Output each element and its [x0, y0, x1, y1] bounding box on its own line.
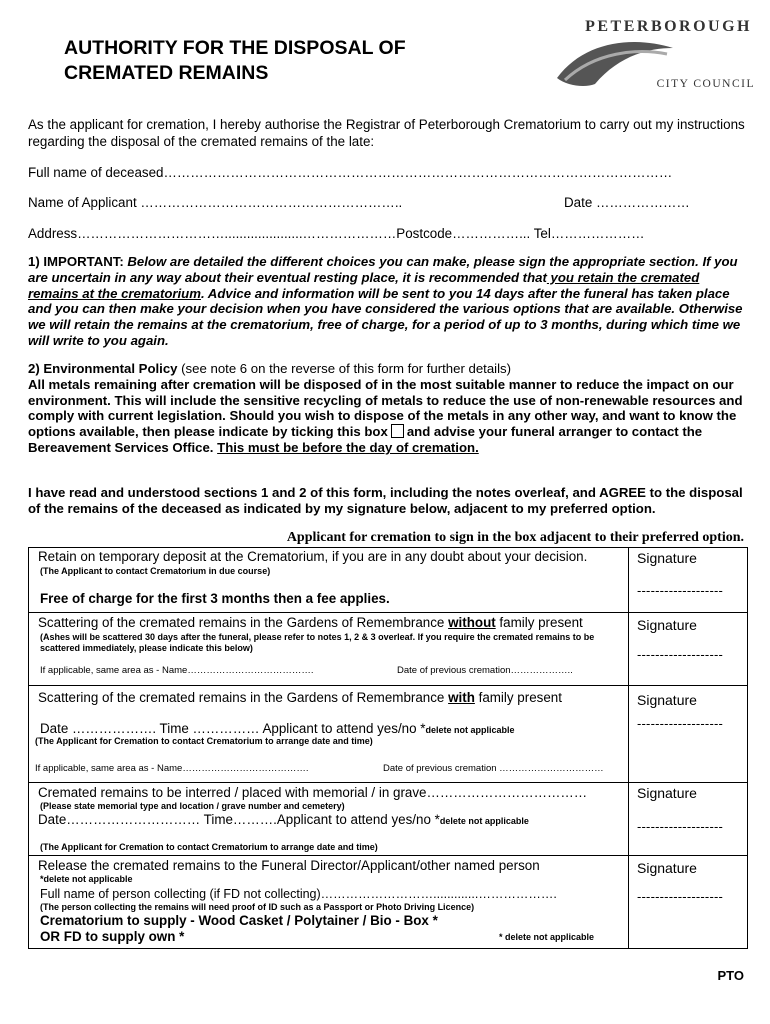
person-collecting-field[interactable]: Full name of person collecting (if FD not collecting)……………………….............………………. — [40, 887, 557, 901]
option-row-retain — [29, 548, 748, 613]
page-title — [64, 36, 504, 86]
important-lead: 1) IMPORTANT: — [28, 254, 128, 269]
signature-line: ------------------- — [637, 647, 724, 662]
previous-cremation-date-field[interactable]: Date of previous cremation……………….. — [397, 665, 573, 676]
agreement-text: I have read and understood sections 1 and 2 of this form, including the notes overleaf, and AGREE to the disposal of the remains of the deceased as indicated by my signature below, adjacent to my preferred option. — [28, 485, 743, 516]
option-retain-fee: Free of charge for the first 3 months then a fee applies. — [40, 591, 390, 606]
option-interred-date[interactable]: Date………………………… Time……….Applicant to attend yes/no *delete not applicable — [38, 812, 529, 827]
option-release-delete-2: * delete not applicable — [499, 932, 595, 942]
sign-instruction: Applicant for cremation to sign in the box adjacent to their preferred option. — [286, 530, 744, 545]
option-release-delete: *delete not applicable — [40, 874, 133, 884]
address-field[interactable]: Address…………………………….....................…………………Postcode……………... Tel………………… — [28, 226, 645, 241]
logo-wordmark-bottom: CITY COUNCIL — [656, 78, 755, 90]
signature-box-interred[interactable] — [629, 783, 748, 856]
env-heading: 2) Environmental Policy — [28, 361, 178, 376]
logo-wordmark-top: PETERBOROUGH — [585, 18, 752, 35]
important-text-3: . Advice and information will be sent to you 14 days after the funeral has taken place and you can then make your decision when you have considered the various options that are available. Otherwise we will retain the remains at the crematorium, free of charge, for a period of up to 3 months, during which time we will write to you again. — [28, 285, 743, 348]
option-scatter-without-text: Scattering of the cremated remains in the Gardens of Remembrance without family present — [38, 615, 583, 630]
signature-box-scatter-without[interactable] — [629, 613, 748, 686]
option-release-supply-2: OR FD to supply own * — [40, 929, 185, 944]
important-text-1: Below are detailed the different choices you can make, please sign the appropriate section. If you are uncertain in any way about their eventual resting place, it is recommended that — [28, 254, 738, 285]
title-line-2: CREMATED REMAINS — [64, 62, 269, 84]
important-section — [28, 254, 744, 349]
signature-box-scatter-with[interactable] — [629, 686, 748, 783]
signature-label: Signature — [637, 617, 697, 633]
option-retain-text: Retain on temporary deposit at the Crematorium, if you are in any doubt about your decision. — [38, 549, 588, 564]
title-line-1: AUTHORITY FOR THE DISPOSAL OF — [64, 37, 406, 59]
env-body-2: and advise your funeral arranger to contact the Bereavement Services Office. — [28, 424, 703, 455]
council-logo — [555, 18, 755, 98]
signature-line: ------------------- — [637, 716, 724, 731]
options-table — [28, 547, 748, 949]
option-row-release — [29, 856, 748, 949]
signature-box-release[interactable] — [629, 856, 748, 949]
intro-text: As the applicant for cremation, I hereby authorise the Registrar of Peterborough Crematorium to carry out my instructions regarding the disposal of the cremated remains of the late: — [28, 117, 745, 149]
date-field[interactable]: Date ………………… — [564, 195, 690, 210]
previous-cremation-date-field[interactable]: Date of previous cremation …………………………… — [383, 763, 604, 774]
deceased-name-field[interactable]: Full name of deceased…………………………………………………………………………………………………… — [28, 165, 673, 180]
option-interred-text: Cremated remains to be interred / placed with memorial / in grave……………………………… — [38, 785, 588, 800]
pto-label: PTO — [717, 968, 744, 983]
option-row-scatter-with — [29, 686, 748, 783]
env-body: All metals remaining after cremation will be disposed of in the most suitable manner to reduce the impact on our environment. This will include the sensitive recycling of metals to reduce the use of non-renewable resources and comply with current legislation. Should you wish to dispose of the metals in any other way, and want to know the options available, then please indicate by ticking this box — [28, 376, 743, 440]
important-text-2: you retain the cremated remains at the crematorium — [28, 269, 700, 301]
option-release-note: (The person collecting the remains will need proof of ID such as a Passport or Photo Driving Licence) — [40, 902, 475, 912]
signature-label: Signature — [637, 785, 697, 801]
option-row-interred — [29, 783, 748, 856]
option-release-text: Release the cremated remains to the Funeral Director/Applicant/other named person — [38, 858, 540, 873]
option-scatter-with-note: (The Applicant for Cremation to contact Crematorium to arrange date and time) — [35, 736, 373, 746]
applicant-name-field[interactable]: Name of Applicant ………………………………………………….. — [28, 195, 403, 210]
signature-box-retain[interactable] — [629, 548, 748, 613]
signature-line: ------------------- — [637, 583, 724, 598]
signature-line: ------------------- — [637, 889, 724, 904]
same-area-name-field[interactable]: If applicable, same area as - Name…………………………………. — [40, 665, 314, 676]
environmental-policy-section — [28, 361, 744, 456]
option-scatter-with-text: Scattering of the cremated remains in the Gardens of Remembrance with family present — [38, 690, 562, 705]
metals-tick-box[interactable] — [391, 424, 404, 438]
option-row-scatter-without — [29, 613, 748, 686]
option-scatter-with-date[interactable]: Date ………………. Time …………… Applicant to attend yes/no *delete not applicable — [40, 721, 515, 736]
signature-label: Signature — [637, 860, 697, 876]
signature-line: ------------------- — [637, 819, 724, 834]
env-deadline: This must be before the day of cremation. — [217, 439, 479, 455]
option-retain-note: (The Applicant to contact Crematorium in due course) — [40, 566, 271, 576]
option-interred-note-2: (The Applicant for Cremation to contact Crematorium to arrange date and time) — [40, 842, 378, 852]
option-release-supply-1: Crematorium to supply - Wood Casket / Polytainer / Bio - Box * — [40, 913, 438, 928]
env-note: (see note 6 on the reverse of this form for further details) — [177, 361, 512, 376]
option-interred-note: (Please state memorial type and location / grave number and cemetery) — [40, 801, 345, 811]
signature-label: Signature — [637, 692, 697, 708]
same-area-name-field[interactable]: If applicable, same area as - Name…………………………………. — [35, 763, 309, 774]
option-scatter-without-note: (Ashes will be scattered 30 days after the funeral, please refer to notes 1, 2 & 3 overleaf. If you require the cremated remains to be scattered immediately, please indicate this below) — [40, 632, 595, 653]
signature-label: Signature — [637, 550, 697, 566]
